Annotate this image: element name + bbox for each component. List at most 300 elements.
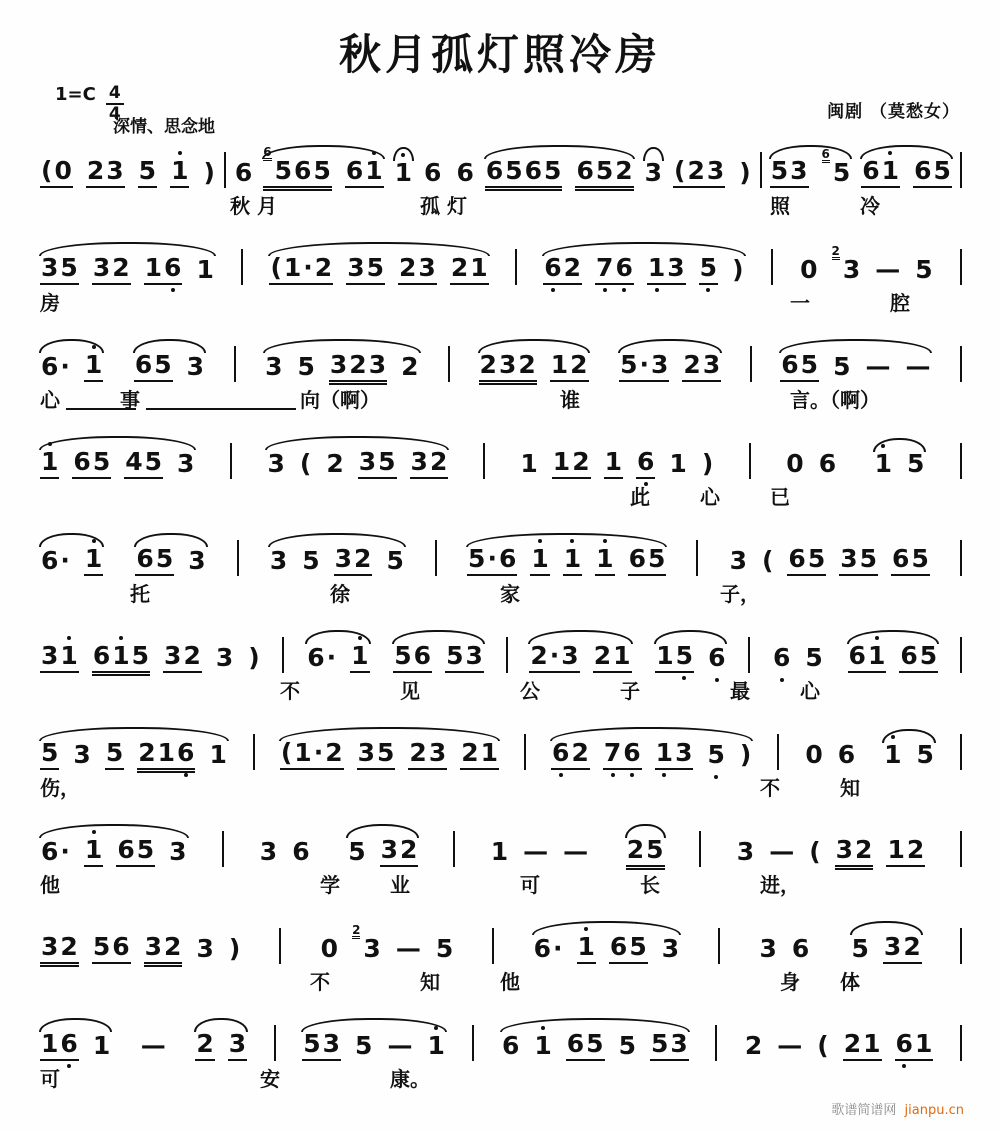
note-char: 5 bbox=[155, 543, 174, 573]
note-token bbox=[529, 640, 579, 673]
note-token bbox=[593, 640, 632, 673]
note-char: 6 bbox=[576, 155, 594, 185]
note-char: ( bbox=[761, 545, 774, 575]
note-char: 3 bbox=[322, 1028, 341, 1058]
barline bbox=[230, 443, 232, 479]
score-line bbox=[0, 516, 1000, 613]
note-token bbox=[668, 448, 687, 479]
note-token bbox=[345, 155, 384, 188]
note-char: 1 bbox=[144, 252, 163, 282]
note-token bbox=[215, 642, 234, 673]
note-char: 5 bbox=[105, 737, 124, 767]
note-char: 6 bbox=[234, 157, 253, 187]
note-char: 1 bbox=[170, 158, 189, 184]
note-token bbox=[228, 933, 241, 964]
score-line bbox=[0, 613, 1000, 710]
note-token bbox=[400, 351, 419, 382]
note-token bbox=[195, 254, 214, 285]
barline bbox=[492, 928, 494, 964]
note-char: 1 bbox=[84, 546, 103, 572]
lyric-syllable: 最 bbox=[730, 679, 750, 703]
notation-row bbox=[0, 807, 1000, 867]
lyric-syllable: 腔 bbox=[890, 291, 910, 315]
lyric-syllable: 他 bbox=[40, 873, 60, 897]
note-token bbox=[759, 933, 778, 964]
note-char: 5 bbox=[355, 1030, 373, 1060]
note-char: 6 bbox=[707, 645, 726, 671]
note-char: · bbox=[303, 252, 313, 282]
note-char: 1 bbox=[530, 546, 549, 572]
octave-dot-above bbox=[358, 636, 362, 640]
note-token bbox=[325, 448, 344, 479]
note-char: · bbox=[326, 642, 337, 672]
notation-row bbox=[0, 225, 1000, 285]
note-char: 5 bbox=[303, 1028, 321, 1058]
note-char: 3 bbox=[186, 351, 205, 381]
lyric-syllable: 子， bbox=[720, 582, 760, 606]
note-char: 5 bbox=[386, 545, 404, 575]
note-char: 4 bbox=[125, 446, 143, 476]
lyric-syllable: 安 bbox=[260, 1067, 280, 1091]
barline bbox=[241, 249, 243, 285]
note-char: 5 bbox=[446, 640, 464, 670]
note-token bbox=[761, 545, 774, 576]
lyric-syllable: 他 bbox=[500, 970, 520, 994]
note-token bbox=[467, 543, 517, 576]
note-char: 3 bbox=[498, 349, 517, 379]
note-char: 6 bbox=[628, 543, 646, 573]
note-char: 2 bbox=[314, 252, 333, 282]
slur-group bbox=[653, 640, 728, 673]
note-char: 1 bbox=[84, 352, 103, 378]
note-token bbox=[530, 543, 549, 576]
note-char: 3 bbox=[363, 933, 381, 963]
note-token bbox=[736, 836, 755, 867]
note-char: 2 bbox=[399, 252, 417, 282]
note-char: 6 bbox=[73, 446, 91, 476]
note-char: 1 bbox=[111, 643, 130, 669]
note-group bbox=[138, 1030, 169, 1061]
note-char: 3 bbox=[106, 155, 124, 185]
octave-dot-above bbox=[891, 735, 895, 739]
lyric-syllable: 向（啊） bbox=[300, 388, 380, 412]
note-token bbox=[228, 1028, 247, 1061]
note-char: ) bbox=[701, 448, 714, 478]
note-char: 6 bbox=[609, 931, 628, 961]
octave-dot-above bbox=[584, 927, 588, 931]
barline bbox=[448, 346, 450, 382]
note-char: 1 bbox=[613, 640, 631, 670]
notation-row bbox=[0, 419, 1000, 479]
note-char: 6 bbox=[533, 933, 552, 963]
note-char: 5 bbox=[933, 155, 951, 185]
lyric-syllable: 学 bbox=[320, 873, 340, 897]
note-char: · bbox=[60, 836, 70, 866]
lyric-syllable: 心 bbox=[40, 384, 136, 413]
note-group bbox=[734, 834, 927, 867]
note-token bbox=[707, 642, 726, 673]
note-token bbox=[393, 640, 432, 673]
note-char: 5 bbox=[907, 448, 925, 478]
note-token bbox=[655, 737, 694, 770]
note-token bbox=[543, 252, 582, 285]
note-char: 6 bbox=[892, 543, 910, 573]
note-char: 3 bbox=[368, 349, 387, 379]
note-token bbox=[350, 640, 369, 673]
lyric-syllable: 知 bbox=[420, 970, 440, 994]
note-token bbox=[490, 836, 509, 867]
note-char: 5 bbox=[919, 640, 938, 670]
note-char: 2 bbox=[349, 349, 367, 379]
lyric-syllable: 子 bbox=[620, 679, 640, 703]
note-token bbox=[804, 642, 823, 673]
note-token bbox=[699, 252, 718, 285]
note-token bbox=[914, 254, 933, 285]
note-token bbox=[729, 545, 748, 576]
lyric-syllable: 谁 bbox=[560, 388, 580, 412]
note-char: 6 bbox=[176, 740, 195, 766]
note-char: 3 bbox=[347, 252, 365, 282]
note-char: 1 bbox=[881, 158, 900, 184]
note-char: 6 bbox=[292, 836, 310, 866]
note-char: 2 bbox=[112, 252, 130, 282]
note-char: 3 bbox=[259, 836, 278, 866]
octave-dot-above bbox=[888, 151, 892, 155]
barline bbox=[282, 637, 284, 673]
notation-row bbox=[0, 516, 1000, 576]
note-char: — bbox=[865, 351, 891, 381]
note-char: 1 bbox=[41, 1028, 59, 1058]
octave-dot-above bbox=[92, 539, 96, 543]
note-char: · bbox=[60, 351, 70, 381]
note-token bbox=[195, 933, 214, 964]
note-char: 3 bbox=[842, 254, 861, 284]
note-char: 5 bbox=[911, 543, 929, 573]
note-char: 2 bbox=[903, 931, 921, 961]
page-title: 秋月孤灯照冷房 bbox=[338, 30, 661, 79]
note-token bbox=[864, 351, 891, 382]
note-char: 5 bbox=[92, 931, 111, 961]
slur-group bbox=[527, 640, 633, 673]
note-token bbox=[347, 836, 366, 867]
lyric-syllable: 康。 bbox=[390, 1067, 430, 1091]
attribution bbox=[827, 97, 960, 122]
slur-group bbox=[38, 834, 190, 867]
note-token bbox=[329, 349, 387, 382]
lyrics-row bbox=[0, 479, 1000, 513]
note-token bbox=[772, 642, 791, 673]
slur-group bbox=[391, 640, 486, 673]
note-char: 1 bbox=[209, 739, 227, 769]
lyric-syllable: 房 bbox=[40, 291, 60, 315]
note-char: 6 bbox=[524, 155, 543, 185]
barline bbox=[435, 540, 437, 576]
note-char: 3 bbox=[790, 155, 808, 185]
note-char: ) bbox=[739, 739, 752, 769]
slur-group bbox=[304, 640, 371, 673]
note-token bbox=[135, 543, 174, 576]
note-char: 0 bbox=[54, 155, 72, 185]
note-char: 5 bbox=[647, 543, 666, 573]
note-char: — bbox=[769, 836, 795, 866]
lyrics-row bbox=[0, 382, 1000, 416]
note-char: 1 bbox=[350, 643, 369, 669]
barline bbox=[453, 831, 455, 867]
note-token bbox=[804, 739, 823, 770]
note-char: 1 bbox=[563, 546, 582, 572]
note-token bbox=[837, 739, 856, 770]
octave-dot-above bbox=[372, 151, 376, 155]
note-char: 6 bbox=[501, 1030, 520, 1060]
note-char: ( bbox=[809, 836, 821, 866]
note-token bbox=[780, 349, 819, 382]
barline bbox=[960, 152, 962, 188]
note-char: 5 bbox=[297, 351, 315, 381]
note-token bbox=[595, 252, 634, 285]
note-char: — bbox=[523, 836, 549, 866]
barline bbox=[760, 152, 762, 188]
note-char: 2 bbox=[615, 155, 633, 185]
lyric-syllable: 一 bbox=[790, 291, 810, 315]
note-token bbox=[408, 737, 447, 770]
note-token bbox=[195, 1028, 214, 1061]
note-char: 6 bbox=[636, 449, 655, 475]
note-token bbox=[423, 157, 442, 188]
note-char: 5 bbox=[505, 155, 523, 185]
note-char: 6 bbox=[424, 157, 442, 187]
note-token bbox=[655, 640, 694, 673]
note-char: 0 bbox=[786, 448, 804, 478]
note-token bbox=[170, 155, 189, 188]
note-token bbox=[137, 737, 195, 770]
note-char: 3 bbox=[358, 446, 377, 476]
slur-group bbox=[549, 737, 754, 770]
note-token bbox=[701, 448, 714, 479]
key-signature: 1=C bbox=[55, 84, 96, 105]
note-char: 5 bbox=[394, 640, 412, 670]
note-char: 3 bbox=[840, 543, 858, 573]
note-char: 6 bbox=[622, 740, 641, 766]
note-token bbox=[410, 446, 449, 479]
note-char: 5 bbox=[675, 643, 694, 669]
note-char: 6 bbox=[837, 739, 856, 769]
note-char: 2 bbox=[563, 252, 582, 282]
lyric-syllable: 言。（啊） bbox=[790, 388, 880, 412]
note-char: 2 bbox=[461, 737, 479, 767]
slur-group bbox=[193, 1028, 249, 1061]
note-token bbox=[739, 739, 752, 770]
note-char: 3 bbox=[41, 640, 59, 670]
note-token bbox=[816, 1030, 829, 1061]
slur-group bbox=[38, 1028, 113, 1061]
note-char: 5 bbox=[916, 739, 934, 769]
note-char: 3 bbox=[73, 739, 91, 769]
note-token bbox=[603, 737, 642, 770]
slur-group bbox=[477, 349, 591, 382]
note-group bbox=[421, 157, 477, 188]
note-token bbox=[40, 1028, 79, 1061]
note-token bbox=[808, 836, 821, 867]
note-token bbox=[533, 933, 564, 964]
note-token bbox=[40, 931, 79, 964]
note-token bbox=[40, 155, 73, 188]
slur-group bbox=[465, 543, 668, 576]
note-token bbox=[562, 836, 589, 867]
note-token bbox=[40, 252, 79, 285]
note-token bbox=[40, 545, 71, 576]
note-char: 6 bbox=[788, 543, 806, 573]
note-token bbox=[818, 448, 837, 479]
note-group bbox=[38, 640, 263, 673]
note-char: 6 bbox=[307, 642, 325, 672]
note-token bbox=[92, 931, 131, 964]
note-char: 6 bbox=[345, 155, 364, 185]
note-char: 0 bbox=[320, 933, 339, 963]
note-char: 5 bbox=[435, 933, 454, 963]
barline bbox=[960, 443, 962, 479]
note-char: 1 bbox=[196, 254, 214, 284]
barline bbox=[960, 831, 962, 867]
note-char: 1 bbox=[470, 252, 488, 282]
note-token bbox=[357, 737, 396, 770]
note-token bbox=[628, 543, 667, 576]
note-char: 5 bbox=[131, 640, 150, 670]
note-char: 3 bbox=[265, 351, 283, 381]
note-char: 2 bbox=[354, 543, 372, 573]
slur-group bbox=[617, 349, 723, 382]
notation-row bbox=[0, 128, 1000, 188]
note-char: 5 bbox=[302, 545, 320, 575]
note-char: 2 bbox=[843, 1028, 862, 1058]
note-token bbox=[40, 640, 79, 673]
expression-marking: 深情、思念地 bbox=[113, 117, 215, 137]
score-lines bbox=[0, 128, 1000, 1098]
lyric-syllable: 秋 月 bbox=[230, 194, 277, 218]
note-token bbox=[208, 739, 227, 770]
note-char: 6 bbox=[41, 351, 59, 381]
note-token bbox=[202, 157, 215, 188]
note-char: 5 bbox=[832, 157, 851, 187]
note-token bbox=[891, 543, 930, 576]
slur-group bbox=[38, 543, 105, 576]
barline bbox=[749, 443, 751, 479]
lyric-syllable: 进， bbox=[760, 873, 800, 897]
note-token bbox=[776, 1030, 803, 1061]
note-char: 6 bbox=[117, 834, 135, 864]
note-char: 1 bbox=[887, 834, 905, 864]
note-token bbox=[144, 931, 183, 964]
note-char: 3 bbox=[169, 836, 187, 866]
lyric-syllable: 可 bbox=[520, 873, 540, 897]
note-char: 6 bbox=[543, 255, 562, 281]
barline bbox=[524, 734, 526, 770]
slur-group bbox=[846, 640, 941, 673]
note-group bbox=[257, 836, 313, 867]
slur-group bbox=[345, 834, 420, 867]
lyrics-row bbox=[0, 285, 1000, 319]
note-token bbox=[899, 640, 938, 673]
note-char: 3 bbox=[41, 252, 59, 282]
note-char: — bbox=[140, 1030, 166, 1060]
note-char: ( bbox=[299, 448, 312, 478]
note-char: 2 bbox=[479, 349, 497, 379]
note-char: 2 bbox=[450, 252, 469, 282]
note-char: 2 bbox=[530, 640, 548, 670]
octave-dot-above bbox=[538, 539, 542, 543]
note-token bbox=[566, 1028, 605, 1061]
note-char: ( bbox=[280, 737, 293, 767]
note-token bbox=[435, 933, 454, 964]
note-char: 5 bbox=[136, 834, 155, 864]
note-token bbox=[731, 254, 744, 285]
note-char: 5 bbox=[915, 254, 933, 284]
note-char: 6 bbox=[456, 157, 474, 187]
slur-group bbox=[38, 252, 217, 285]
note-token bbox=[269, 545, 288, 576]
note-char: 5 bbox=[706, 742, 725, 768]
lyric-syllable: 不 bbox=[280, 679, 300, 703]
slur-group bbox=[262, 349, 421, 382]
note-char: 6 bbox=[498, 543, 517, 573]
note-char: ( bbox=[270, 252, 282, 282]
note-token bbox=[522, 836, 549, 867]
note-char: 6 bbox=[791, 933, 810, 963]
note-char: 3 bbox=[188, 545, 206, 575]
note-char: 6 bbox=[136, 543, 154, 573]
note-token bbox=[266, 448, 285, 479]
notation-row bbox=[0, 904, 1000, 964]
note-token bbox=[124, 446, 163, 479]
lyrics-row bbox=[0, 1061, 1000, 1095]
note-token bbox=[485, 155, 563, 188]
note-char: 1 bbox=[655, 740, 674, 766]
note-char: 1 bbox=[577, 934, 596, 960]
note-group bbox=[318, 922, 457, 964]
barline bbox=[748, 637, 750, 673]
note-char: 1 bbox=[550, 349, 569, 379]
note-char: 1 bbox=[863, 1028, 881, 1058]
octave-dot-above bbox=[603, 539, 607, 543]
note-group bbox=[742, 1028, 935, 1061]
note-token bbox=[550, 349, 589, 382]
slur-group bbox=[267, 543, 407, 576]
slur-group bbox=[392, 157, 415, 188]
note-token bbox=[848, 640, 887, 673]
octave-dot-above bbox=[875, 636, 879, 640]
note-token bbox=[385, 545, 404, 576]
note-char: 5 bbox=[92, 446, 111, 476]
lyric-syllable: 不 bbox=[310, 970, 330, 994]
note-group bbox=[671, 155, 754, 188]
note-char: 3 bbox=[144, 931, 163, 961]
score-line bbox=[0, 225, 1000, 322]
note-token bbox=[874, 448, 893, 479]
note-char: 5 bbox=[800, 349, 819, 379]
note-token bbox=[334, 543, 373, 576]
note-char: 1 bbox=[656, 640, 674, 670]
note-char: 5 bbox=[807, 543, 826, 573]
note-char: 3 bbox=[428, 737, 447, 767]
note-token bbox=[40, 836, 71, 867]
note-char: 6 bbox=[566, 1028, 585, 1058]
note-token bbox=[851, 933, 870, 964]
note-char: 1 bbox=[595, 546, 614, 572]
note-char: 5 bbox=[468, 543, 486, 573]
watermark-site-name: 歌谱简谱网 bbox=[831, 1103, 897, 1118]
note-token bbox=[86, 155, 125, 188]
note-char: 6 bbox=[294, 155, 312, 185]
note-char: 2 bbox=[744, 1030, 763, 1060]
